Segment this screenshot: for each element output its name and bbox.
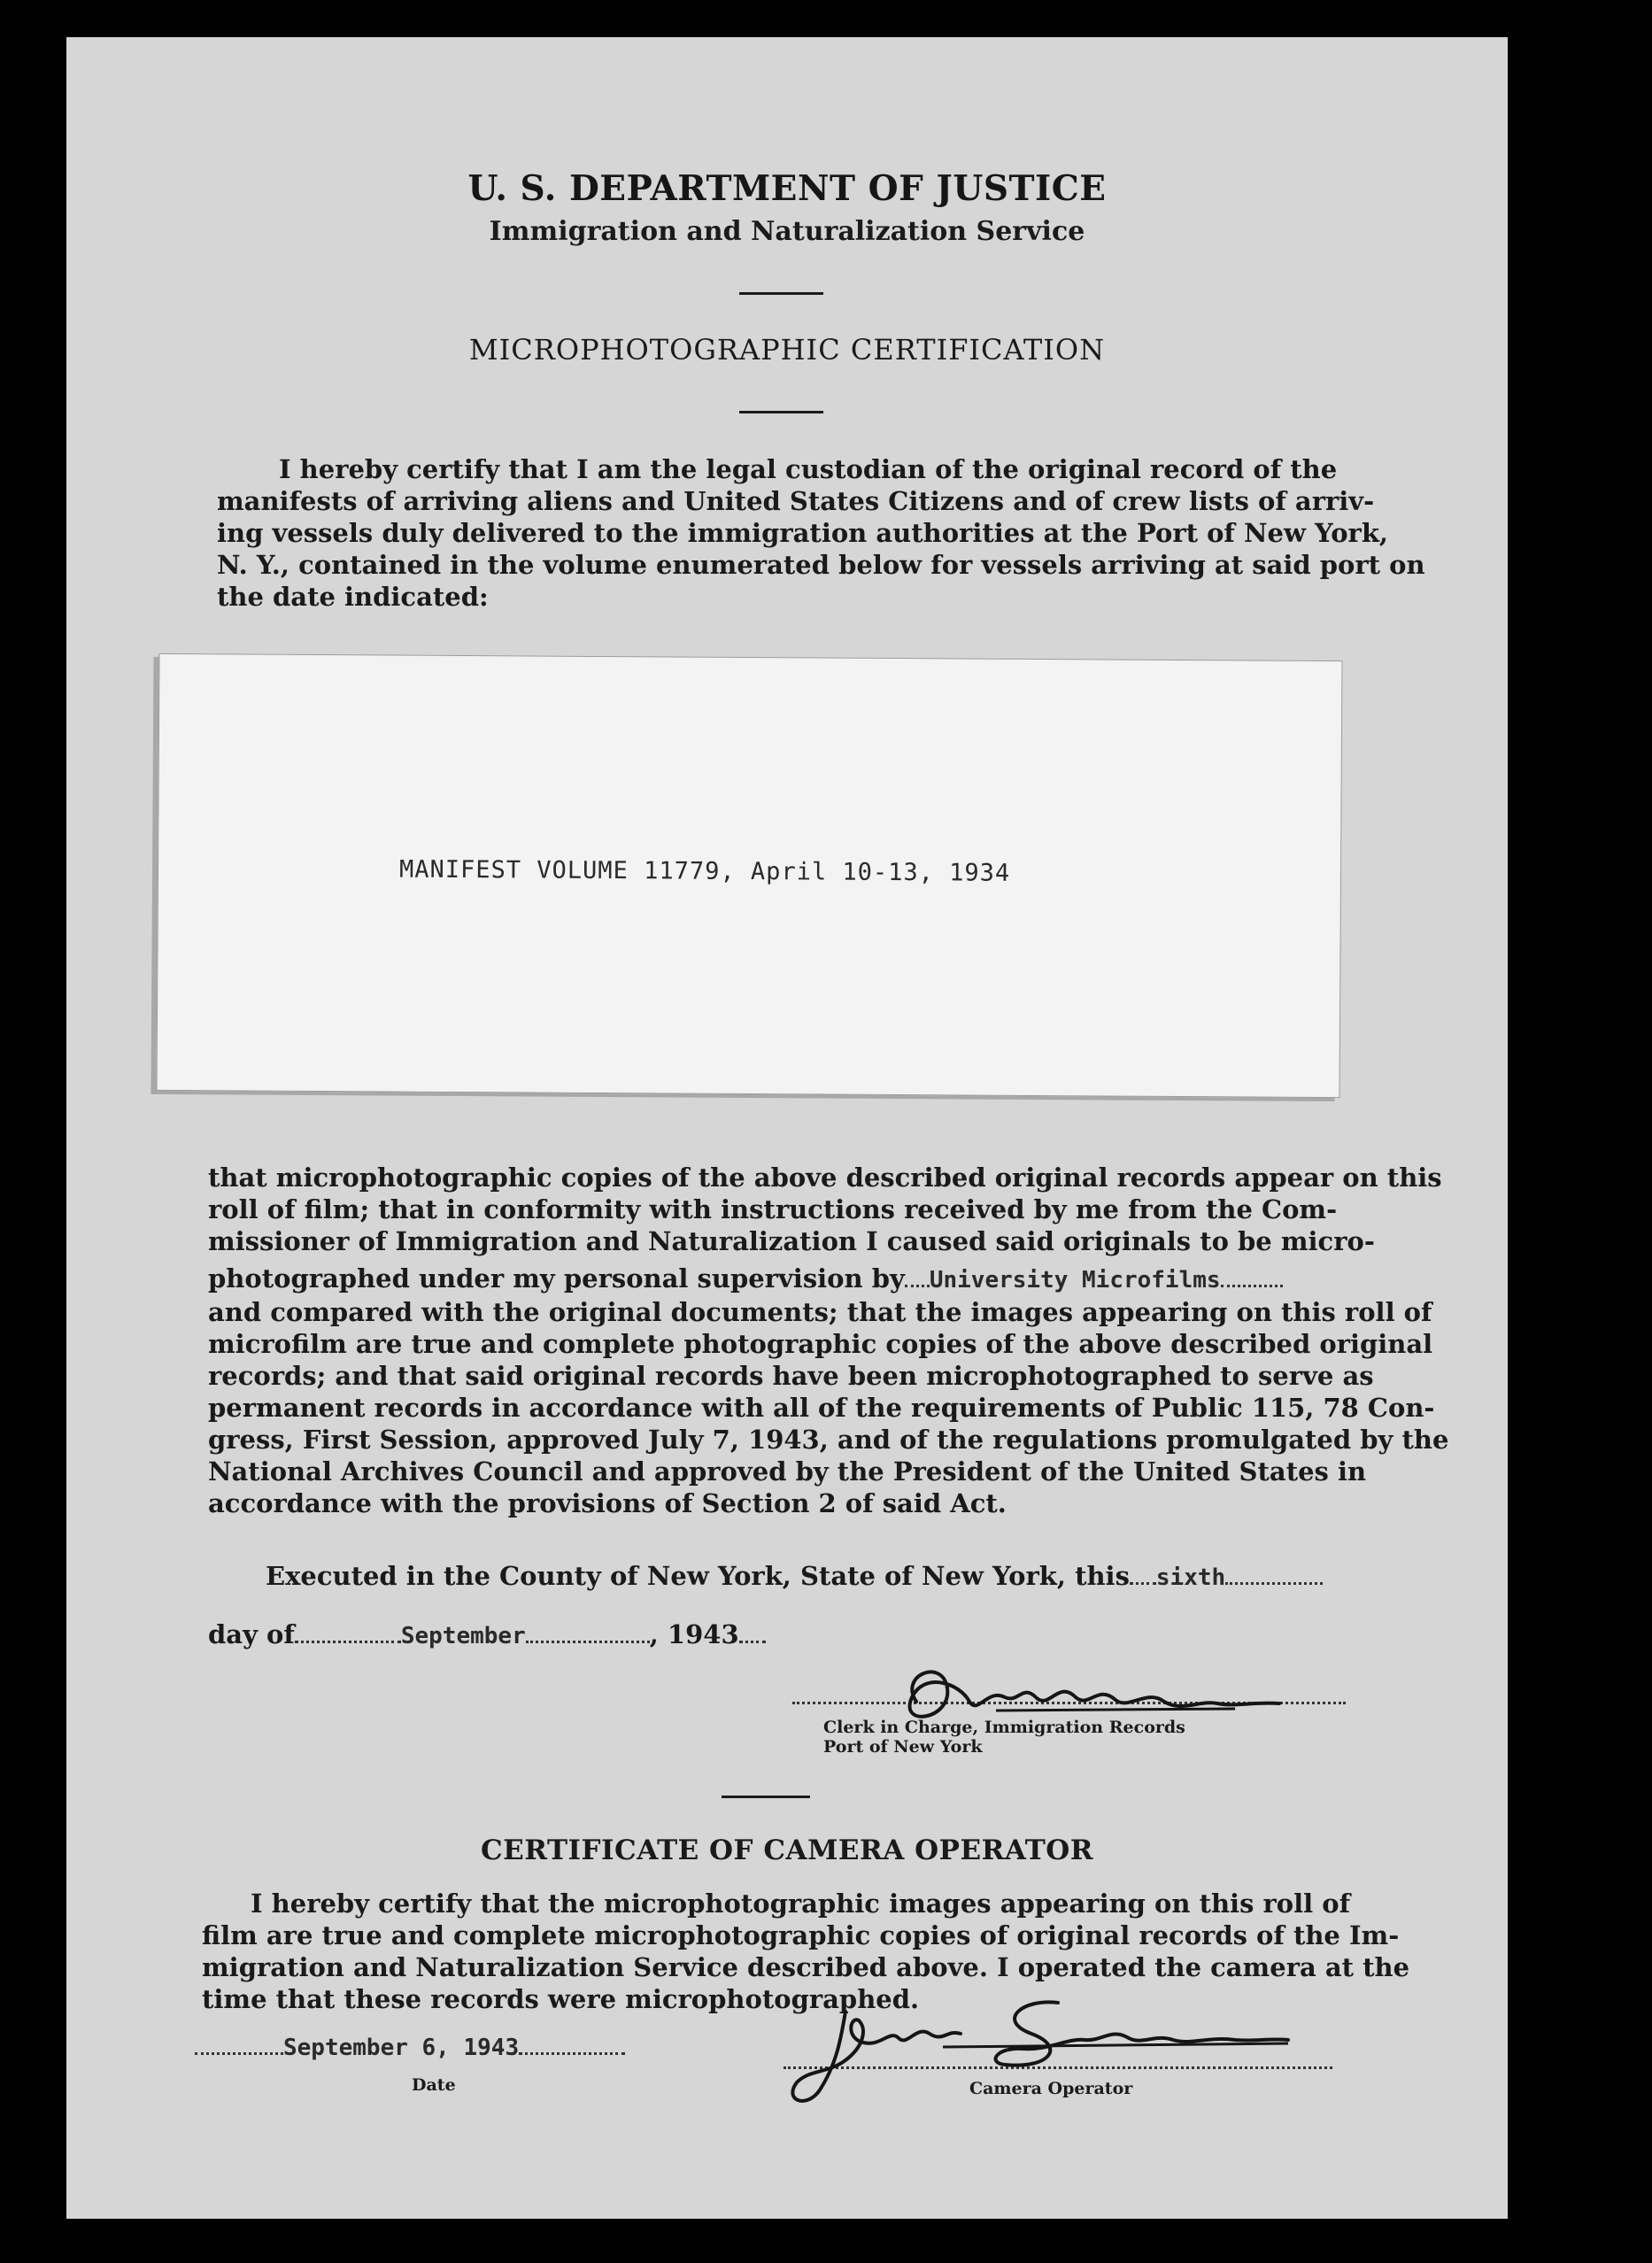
date-field xyxy=(195,2035,682,2061)
microfilm-company: University Microfilms xyxy=(929,1267,1221,1294)
camera-line: migration and Naturalization Service described above. I operated the camera at the xyxy=(202,1952,1410,1982)
day-of-label: day of xyxy=(208,1619,295,1649)
intro-line: ing vessels duly delivered to the immigration authorities at the Port of New York, xyxy=(217,518,1389,548)
body-line: gress, First Session, approved July 7, 1943, and of the regulations promulgated by the xyxy=(208,1425,1449,1455)
execution-year: , 1943 xyxy=(649,1619,739,1649)
divider-top xyxy=(739,292,823,295)
execution-day: sixth xyxy=(1155,1564,1226,1591)
certificate-sheet xyxy=(66,37,1508,2219)
intro-line: the date indicated: xyxy=(217,582,489,612)
clerk-title xyxy=(823,1718,1185,1757)
service-subtitle: Immigration and Naturalization Service xyxy=(489,216,1085,247)
dotted-leader xyxy=(739,1641,766,1643)
operator-label: Camera Operator xyxy=(969,2079,1133,2098)
camera-date: September 6, 1943 xyxy=(283,2035,520,2061)
date-label: Date xyxy=(412,2075,456,2095)
day-of-line xyxy=(208,1618,1005,1652)
camera-line: film are true and complete microphotographic copies of original records of the Im- xyxy=(202,1920,1400,1950)
clerk-title-line2: Port of New York xyxy=(823,1737,983,1757)
body-line: roll of film; that in conformity with instructions received by me from the Com- xyxy=(208,1194,1338,1224)
clerk-title-line1: Clerk in Charge, Immigration Records xyxy=(823,1718,1185,1737)
camera-line: time that these records were microphotographed. xyxy=(202,1984,920,2014)
execution-prefix: Executed in the County of New York, State of New York, this xyxy=(266,1561,1130,1591)
manifest-volume-text: MANIFEST VOLUME 11779, April 10-13, 1934 xyxy=(398,855,1011,887)
department-title: U. S. DEPARTMENT OF JUSTICE xyxy=(467,168,1107,209)
divider-camera xyxy=(722,1796,810,1798)
dotted-leader xyxy=(1225,1582,1323,1585)
intro-line: manifests of arriving aliens and United States Citizens and of crew lists of arriv- xyxy=(217,486,1375,516)
intro-paragraph xyxy=(217,453,1425,613)
body-line: permanent records in accordance with all of the requirements of Public 115, 78 Con- xyxy=(208,1393,1435,1423)
body-paragraph xyxy=(208,1162,1449,1519)
execution-month: September xyxy=(400,1623,526,1649)
dotted-leader xyxy=(195,2052,283,2055)
body-line-supervision xyxy=(208,1263,1421,1296)
dotted-leader xyxy=(519,2052,625,2055)
divider-second xyxy=(739,411,823,413)
certification-title: MICROPHOTOGRAPHIC CERTIFICATION xyxy=(468,333,1106,367)
dotted-leader xyxy=(526,1641,650,1643)
dotted-leader xyxy=(295,1641,401,1643)
dotted-leader xyxy=(905,1285,930,1287)
records-box xyxy=(157,653,1343,1098)
body-line: accordance with the provisions of Section 2 of said Act. xyxy=(208,1488,1007,1518)
intro-line: I hereby certify that I am the legal custodian of the original record of the xyxy=(279,454,1338,484)
supervision-prefix: photographed under my personal supervision by xyxy=(208,1263,905,1294)
camera-line: I hereby certify that the microphotographic images appearing on this roll of xyxy=(251,1888,1351,1919)
body-line: microfilm are true and complete photographic copies of the above described original xyxy=(208,1329,1433,1359)
dotted-leader xyxy=(1221,1285,1283,1287)
body-line: records; and that said original records have been microphotographed to serve as xyxy=(208,1361,1374,1391)
body-line: and compared with the original documents; that the images appearing on this roll of xyxy=(208,1297,1432,1327)
intro-line: N. Y., contained in the volume enumerated below for vessels arriving at said port on xyxy=(217,550,1425,580)
camera-certificate-title: CERTIFICATE OF CAMERA OPERATOR xyxy=(480,1834,1094,1866)
body-line: that microphotographic copies of the above described original records appear on this xyxy=(208,1162,1442,1193)
execution-line xyxy=(266,1560,1434,1594)
dotted-leader xyxy=(1130,1582,1156,1585)
body-line: missioner of Immigration and Naturalization I caused said originals to be micro- xyxy=(208,1226,1375,1256)
body-line: National Archives Council and approved by the President of the United States in xyxy=(208,1456,1367,1487)
